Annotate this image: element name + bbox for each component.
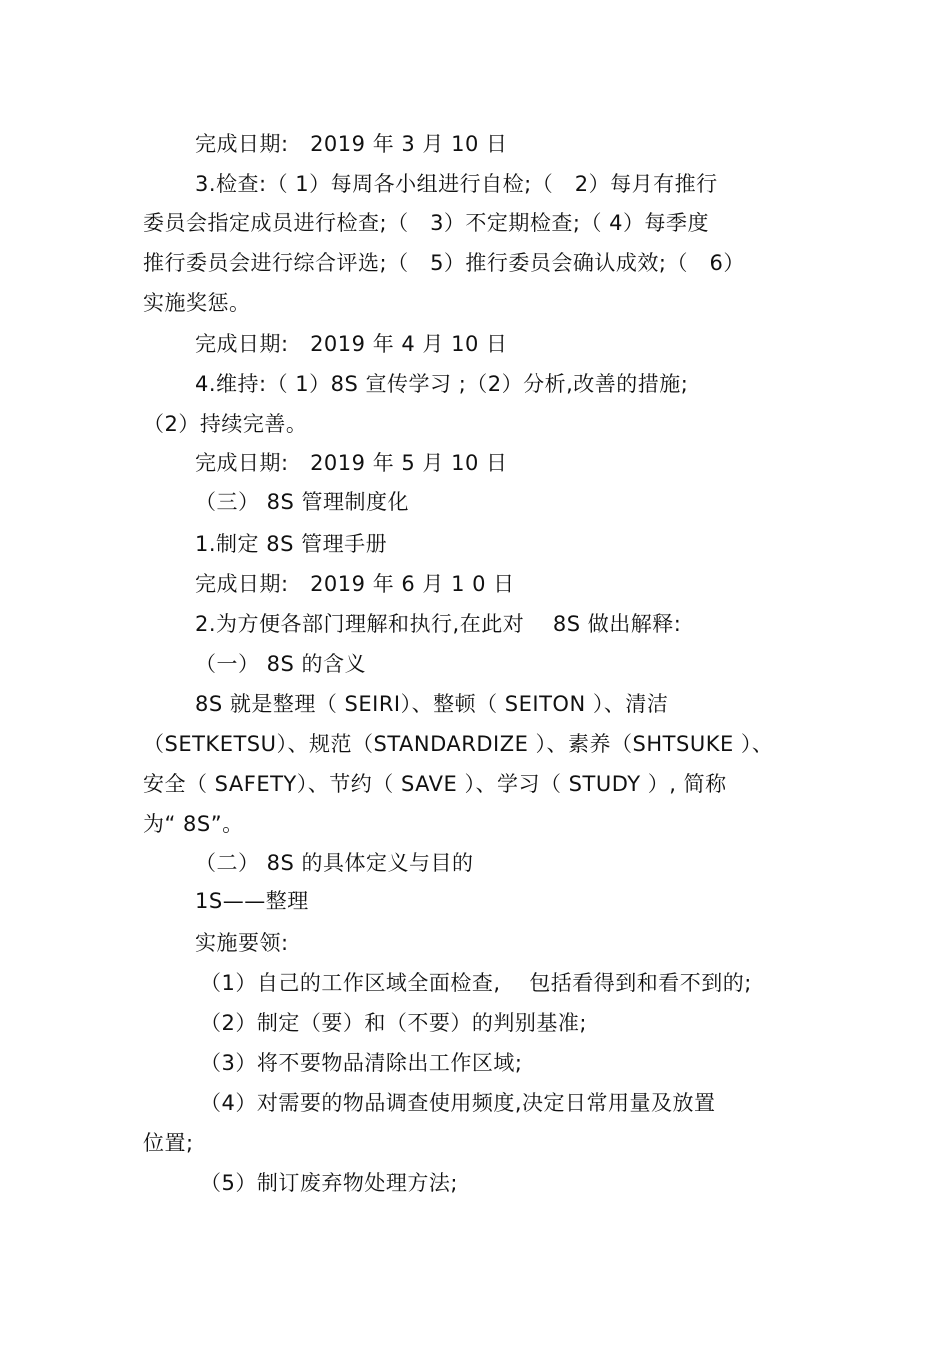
- paragraph-line: 8S 就是整理（ SEIRI）、整顿（ SEITON ）、清洁: [195, 692, 669, 716]
- section-heading: （一） 8S 的含义: [195, 652, 367, 676]
- paragraph-line: 实施奖惩。: [143, 291, 251, 315]
- list-item: （4）对需要的物品调查使用频度,决定日常用量及放置: [200, 1091, 716, 1115]
- paragraph-line: （2）持续完善。: [143, 412, 308, 436]
- list-item: （5）制订废弃物处理方法;: [200, 1171, 458, 1195]
- subsection-heading: 1S——整理: [195, 889, 309, 913]
- completion-date-line: 完成日期: 2019 年 3 月 10 日: [195, 132, 508, 156]
- completion-date-line: 完成日期: 2019 年 4 月 10 日: [195, 332, 508, 356]
- section-heading: （三） 8S 管理制度化: [195, 490, 410, 514]
- paragraph-line: （SETKETSU）、规范（STANDARDIZE ）、素养（SHTSUKE ）、: [143, 732, 774, 756]
- list-item: （3）将不要物品清除出工作区域;: [200, 1051, 523, 1075]
- paragraph-line: 3.检查:（ 1）每周各小组进行自检;（ 2）每月有推行: [195, 172, 718, 196]
- completion-date-line: 完成日期: 2019 年 5 月 10 日: [195, 451, 508, 475]
- paragraph-line: 1.制定 8S 管理手册: [195, 532, 388, 556]
- paragraph-line: 安全（ SAFETY）、节约（ SAVE ）、学习（ STUDY ）, 简称: [143, 772, 727, 796]
- paragraph-line: 为“ 8S”。: [143, 812, 244, 836]
- completion-date-line: 完成日期: 2019 年 6 月 1 0 日: [195, 572, 515, 596]
- section-heading: （二） 8S 的具体定义与目的: [195, 851, 474, 875]
- list-item: （1）自己的工作区域全面检查, 包括看得到和看不到的;: [200, 971, 752, 995]
- paragraph-line: 实施要领:: [195, 931, 289, 955]
- list-item: （2）制定（要）和（不要）的判别基准;: [200, 1011, 587, 1035]
- paragraph-line: 推行委员会进行综合评选;（ 5）推行委员会确认成效;（ 6）: [143, 251, 745, 275]
- list-item-continuation: 位置;: [143, 1131, 194, 1155]
- paragraph-line: 4.维持:（ 1）8S 宣传学习 ;（2）分析,改善的措施;: [195, 372, 689, 396]
- paragraph-line: 委员会指定成员进行检查;（ 3）不定期检查;（ 4）每季度: [143, 211, 710, 235]
- paragraph-line: 2.为方便各部门理解和执行,在此对 8S 做出解释:: [195, 612, 682, 636]
